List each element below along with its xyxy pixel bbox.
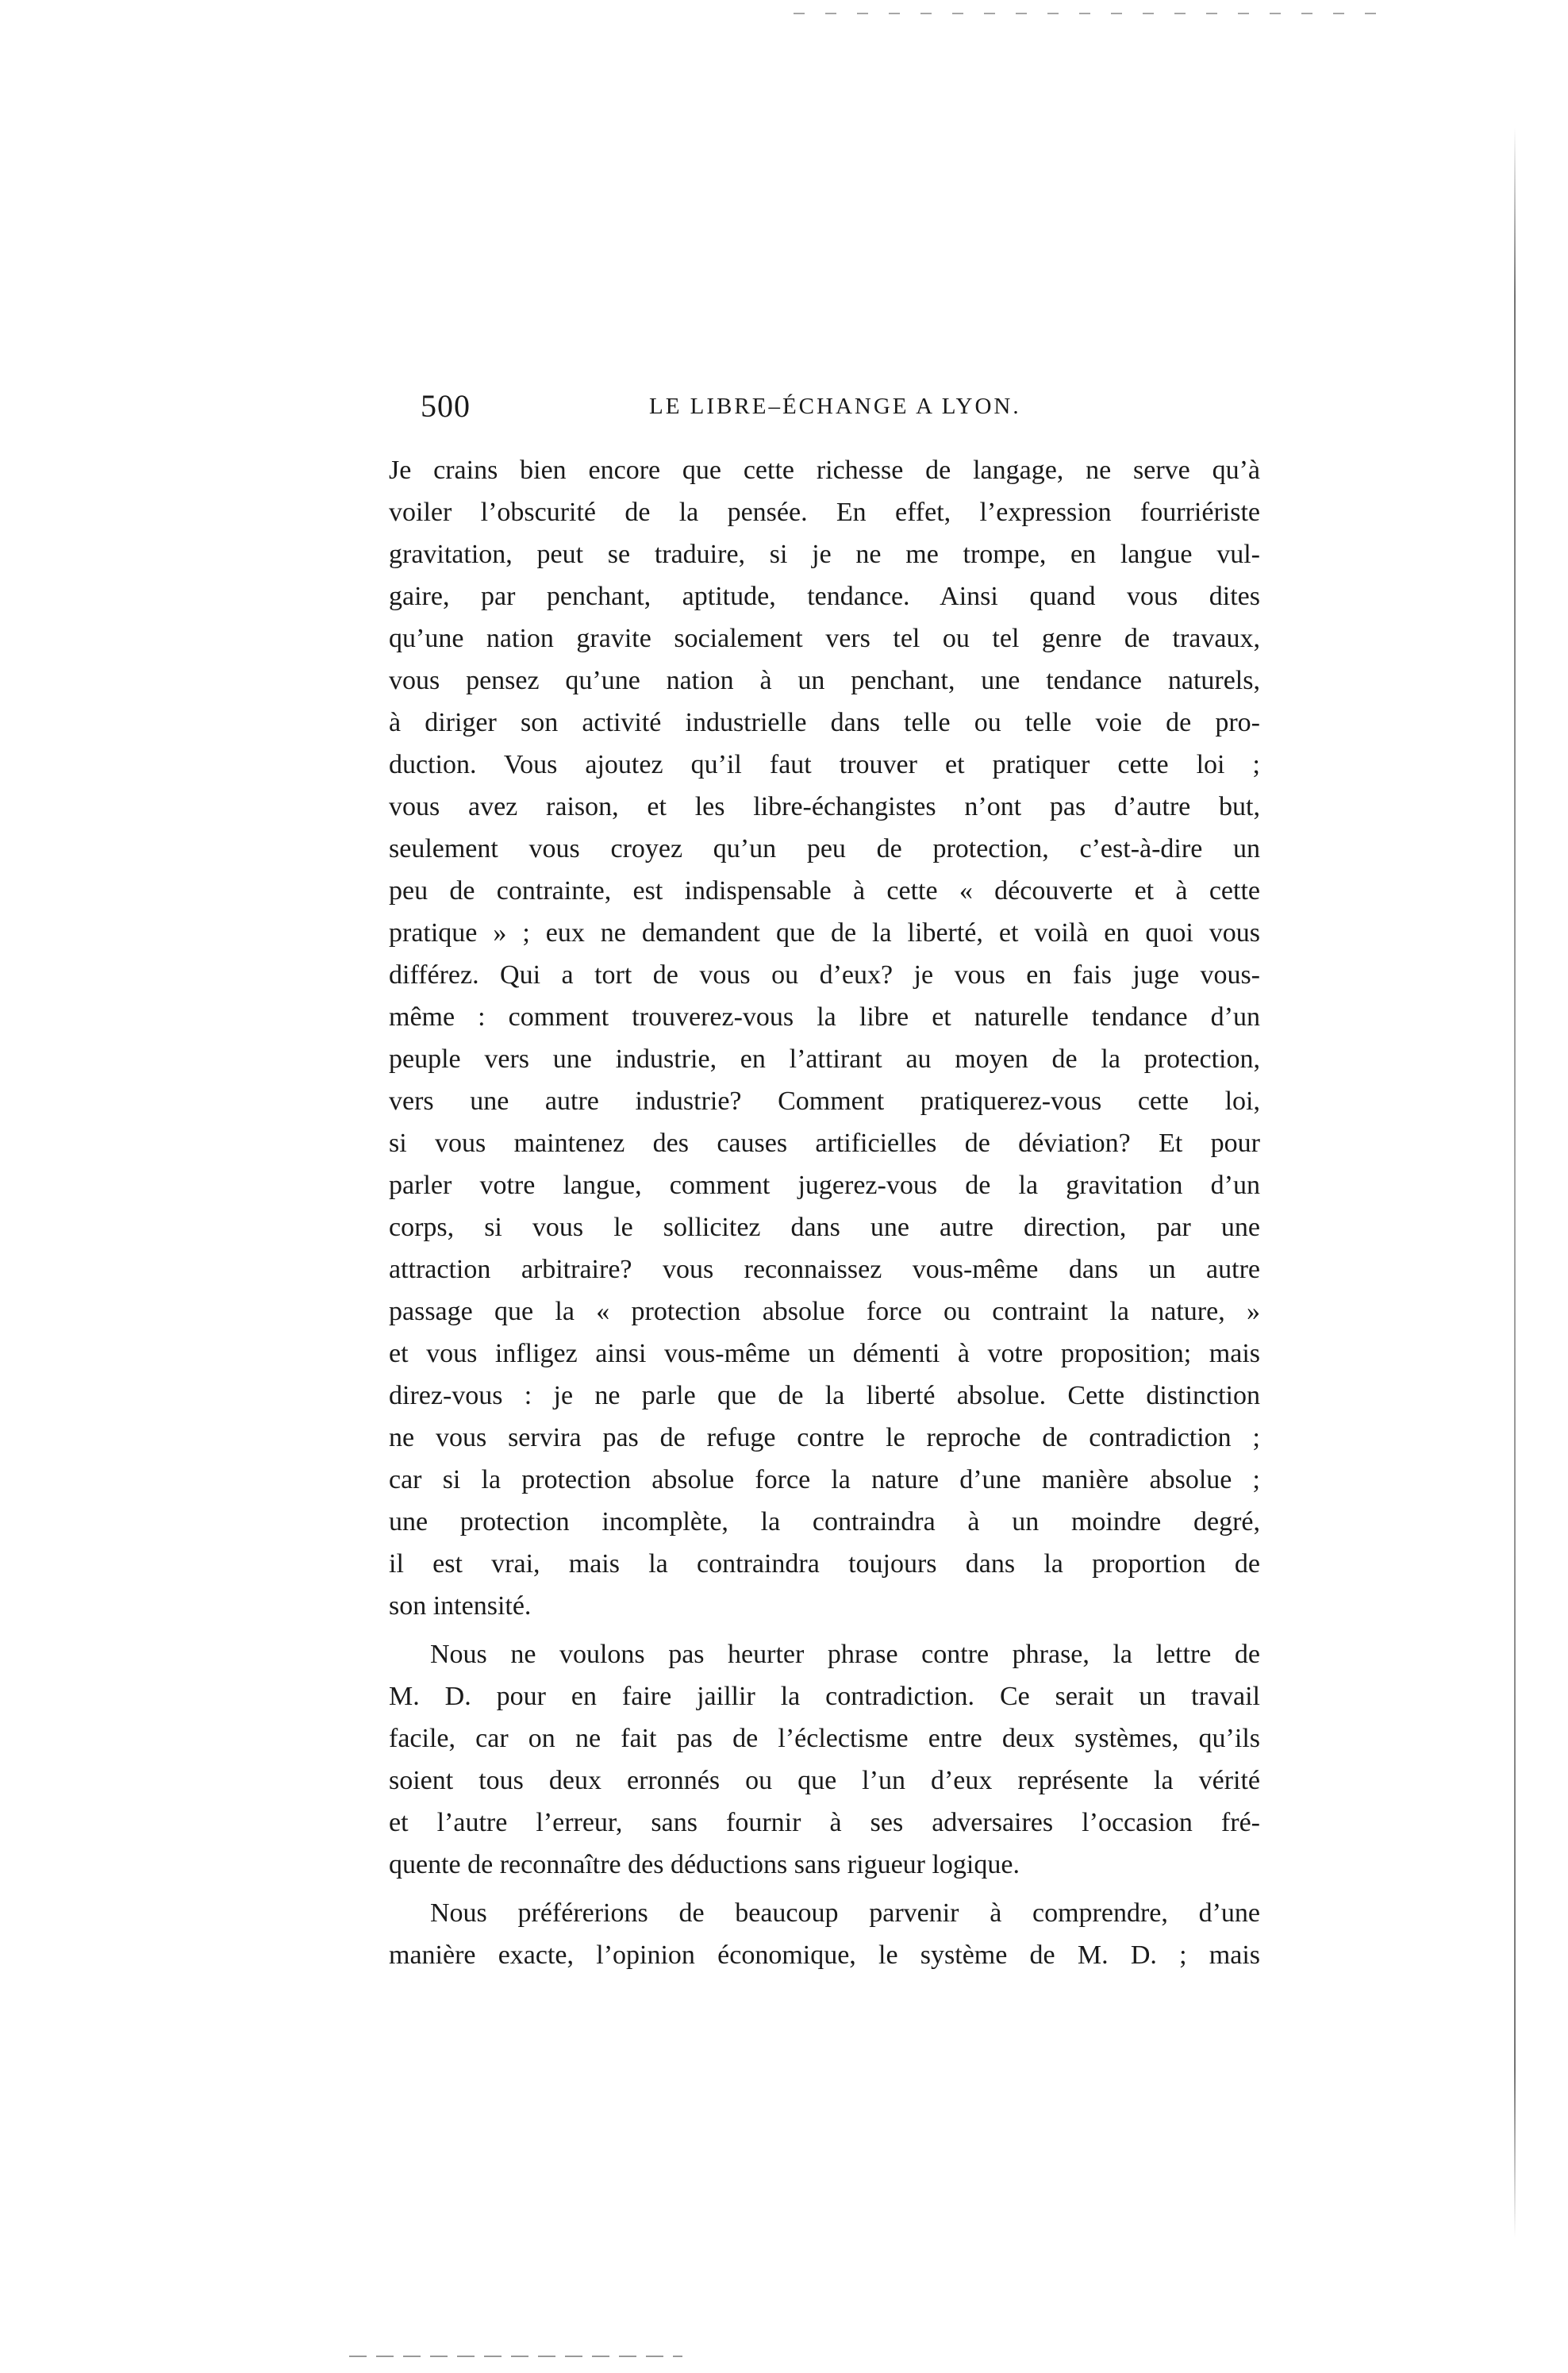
text-line: peuple vers une industrie, en l’attirant au moyen de la protection, (389, 1044, 1260, 1074)
text-line: si vous maintenez des causes artificielles de déviation? Et pour (389, 1129, 1260, 1158)
text-line: Je crains bien encore que cette richesse de langage, ne serve qu’à (389, 456, 1260, 485)
paragraph-2 (389, 1633, 1260, 1886)
text-line: Nous préférerions de beaucoup parvenir à comprendre, d’une (430, 1898, 1260, 1928)
page-header (421, 387, 1262, 427)
paragraph-gap (389, 1627, 1260, 1633)
text-line: qu’une nation gravite socialement vers tel ou tel genre de travaux, (389, 624, 1260, 653)
text-line: M. D. pour en faire jaillir la contradiction. Ce serait un travail (389, 1682, 1260, 1711)
scan-edge-top (794, 13, 1397, 14)
body-text (389, 449, 1260, 1976)
text-line: ne vous servira pas de refuge contre le reproche de contradiction ; (389, 1423, 1260, 1452)
text-line: il est vrai, mais la contraindra toujours dans la proportion de (389, 1549, 1260, 1579)
text-line: vous avez raison, et les libre-échangistes n’ont pas d’autre but, (389, 792, 1260, 821)
scan-edge-right (1514, 127, 1516, 2238)
text-line: parler votre langue, comment jugerez-vous de la gravitation d’un (389, 1171, 1260, 1200)
text-line: et l’autre l’erreur, sans fournir à ses adversaires l’occasion fré- (389, 1808, 1260, 1837)
text-line: pratique » ; eux ne demandent que de la liberté, et voilà en quoi vous (389, 918, 1260, 948)
text-line: passage que la « protection absolue force ou contraint la nature, » (389, 1297, 1260, 1326)
text-line: corps, si vous le sollicitez dans une autre direction, par une (389, 1213, 1260, 1242)
paragraph-3 (389, 1892, 1260, 1976)
text-line: soient tous deux erronnés ou que l’un d’eux représente la vérité (389, 1766, 1260, 1795)
text-line: vous pensez qu’une nation à un penchant, une tendance naturels, (389, 666, 1260, 695)
text-line: direz-vous : je ne parle que de la liberté absolue. Cette distinction (389, 1381, 1260, 1410)
text-line: à diriger son activité industrielle dans telle ou telle voie de pro- (389, 708, 1260, 737)
paragraph-gap (389, 1886, 1260, 1892)
text-line: facile, car on ne fait pas de l’éclectisme entre deux systèmes, qu’ils (389, 1724, 1260, 1753)
text-line: une protection incomplète, la contraindra à un moindre degré, (389, 1507, 1260, 1536)
text-line: seulement vous croyez qu’un peu de protection, c’est-à-dire un (389, 834, 1260, 863)
text-line: même : comment trouverez-vous la libre et naturelle tendance d’un (389, 1002, 1260, 1032)
text-line: son intensité. (389, 1591, 532, 1621)
text-line: duction. Vous ajoutez qu’il faut trouver et pratiquer cette loi ; (389, 750, 1260, 779)
text-line: différez. Qui a tort de vous ou d’eux? je vous en fais juge vous- (389, 960, 1260, 990)
running-title: LE LIBRE–ÉCHANGE A LYON. (649, 394, 1021, 419)
page-number: 500 (421, 388, 471, 424)
text-line: Nous ne voulons pas heurter phrase contre phrase, la lettre de (430, 1640, 1260, 1669)
text-line: manière exacte, l’opinion économique, le système de M. D. ; mais (389, 1940, 1260, 1970)
text-line: attraction arbitraire? vous reconnaissez vous-même dans un autre (389, 1255, 1260, 1284)
text-line: et vous infligez ainsi vous-même un démenti à votre proposition; mais (389, 1339, 1260, 1368)
scan-edge-bottom (349, 2356, 682, 2357)
text-line: quente de reconnaître des déductions sans rigueur logique. (389, 1850, 1020, 1879)
text-line: peu de contrainte, est indispensable à cette « découverte et à cette (389, 876, 1260, 906)
text-line: gravitation, peut se traduire, si je ne me trompe, en langue vul- (389, 540, 1260, 569)
text-line: car si la protection absolue force la nature d’une manière absolue ; (389, 1465, 1260, 1494)
text-line: gaire, par penchant, aptitude, tendance. Ainsi quand vous dites (389, 582, 1260, 611)
text-line: vers une autre industrie? Comment pratiquerez-vous cette loi, (389, 1087, 1260, 1116)
paragraph-1 (389, 449, 1260, 1627)
text-line: voiler l’obscurité de la pensée. En effet, l’expression fourriériste (389, 498, 1260, 527)
